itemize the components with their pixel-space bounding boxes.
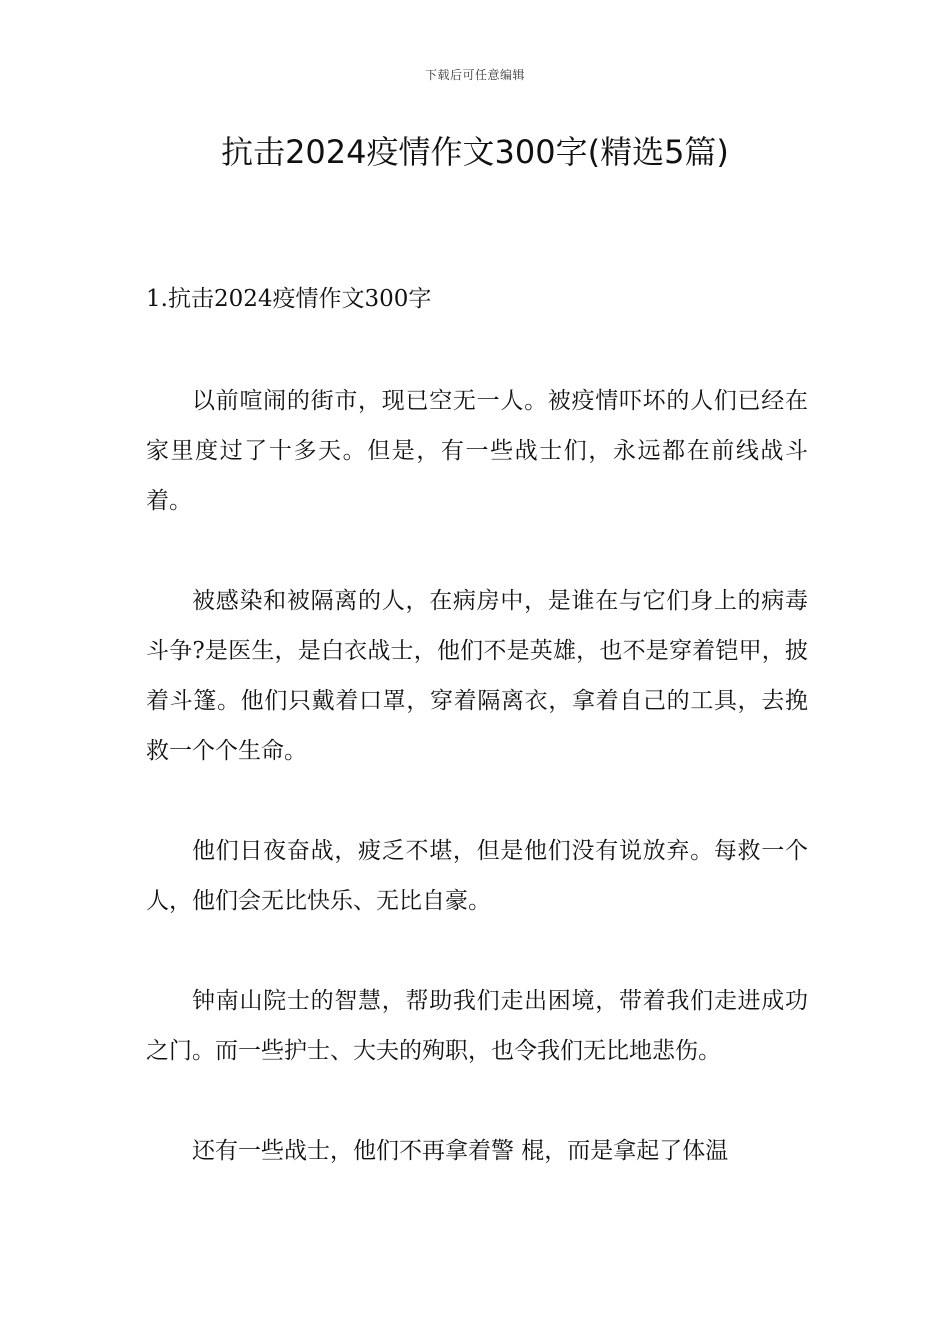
document-title: 抗击2024疫情作文300字(精选5篇) (221, 133, 729, 171)
document-body (146, 280, 808, 1176)
paragraph-4: 钟南山院士的智慧，帮助我们走出困境，带着我们走进成功之门。而一些护士、大夫的殉职，也令我们无比地悲伤。 (146, 988, 808, 1064)
paragraph-2: 被感染和被隔离的人，在病房中，是谁在与它们身上的病毒斗争?是医生，是白衣战士，他们不是英雄，也不是穿着铠甲，披着斗篷。他们只戴着口罩，穿着隔离衣，拿着自己的工具，去挽救一个个生命。 (146, 588, 808, 764)
paragraph-5: 还有一些战士，他们不再拿着警 棍，而是拿起了体温 (192, 1138, 729, 1164)
paragraph-3: 他们日夜奋战，疲乏不堪，但是他们没有说放弃。每救一个人，他们会无比快乐、无比自豪。 (146, 838, 808, 914)
paragraph-1: 以前喧闹的街市，现已空无一人。被疫情吓坏的人们已经在家里度过了十多天。但是，有一些战士们，永远都在前线战斗着。 (146, 388, 808, 514)
header-note: 下载后可任意编辑 (424, 68, 525, 82)
section-heading: 1.抗击2024疫情作文300字 (146, 286, 432, 312)
